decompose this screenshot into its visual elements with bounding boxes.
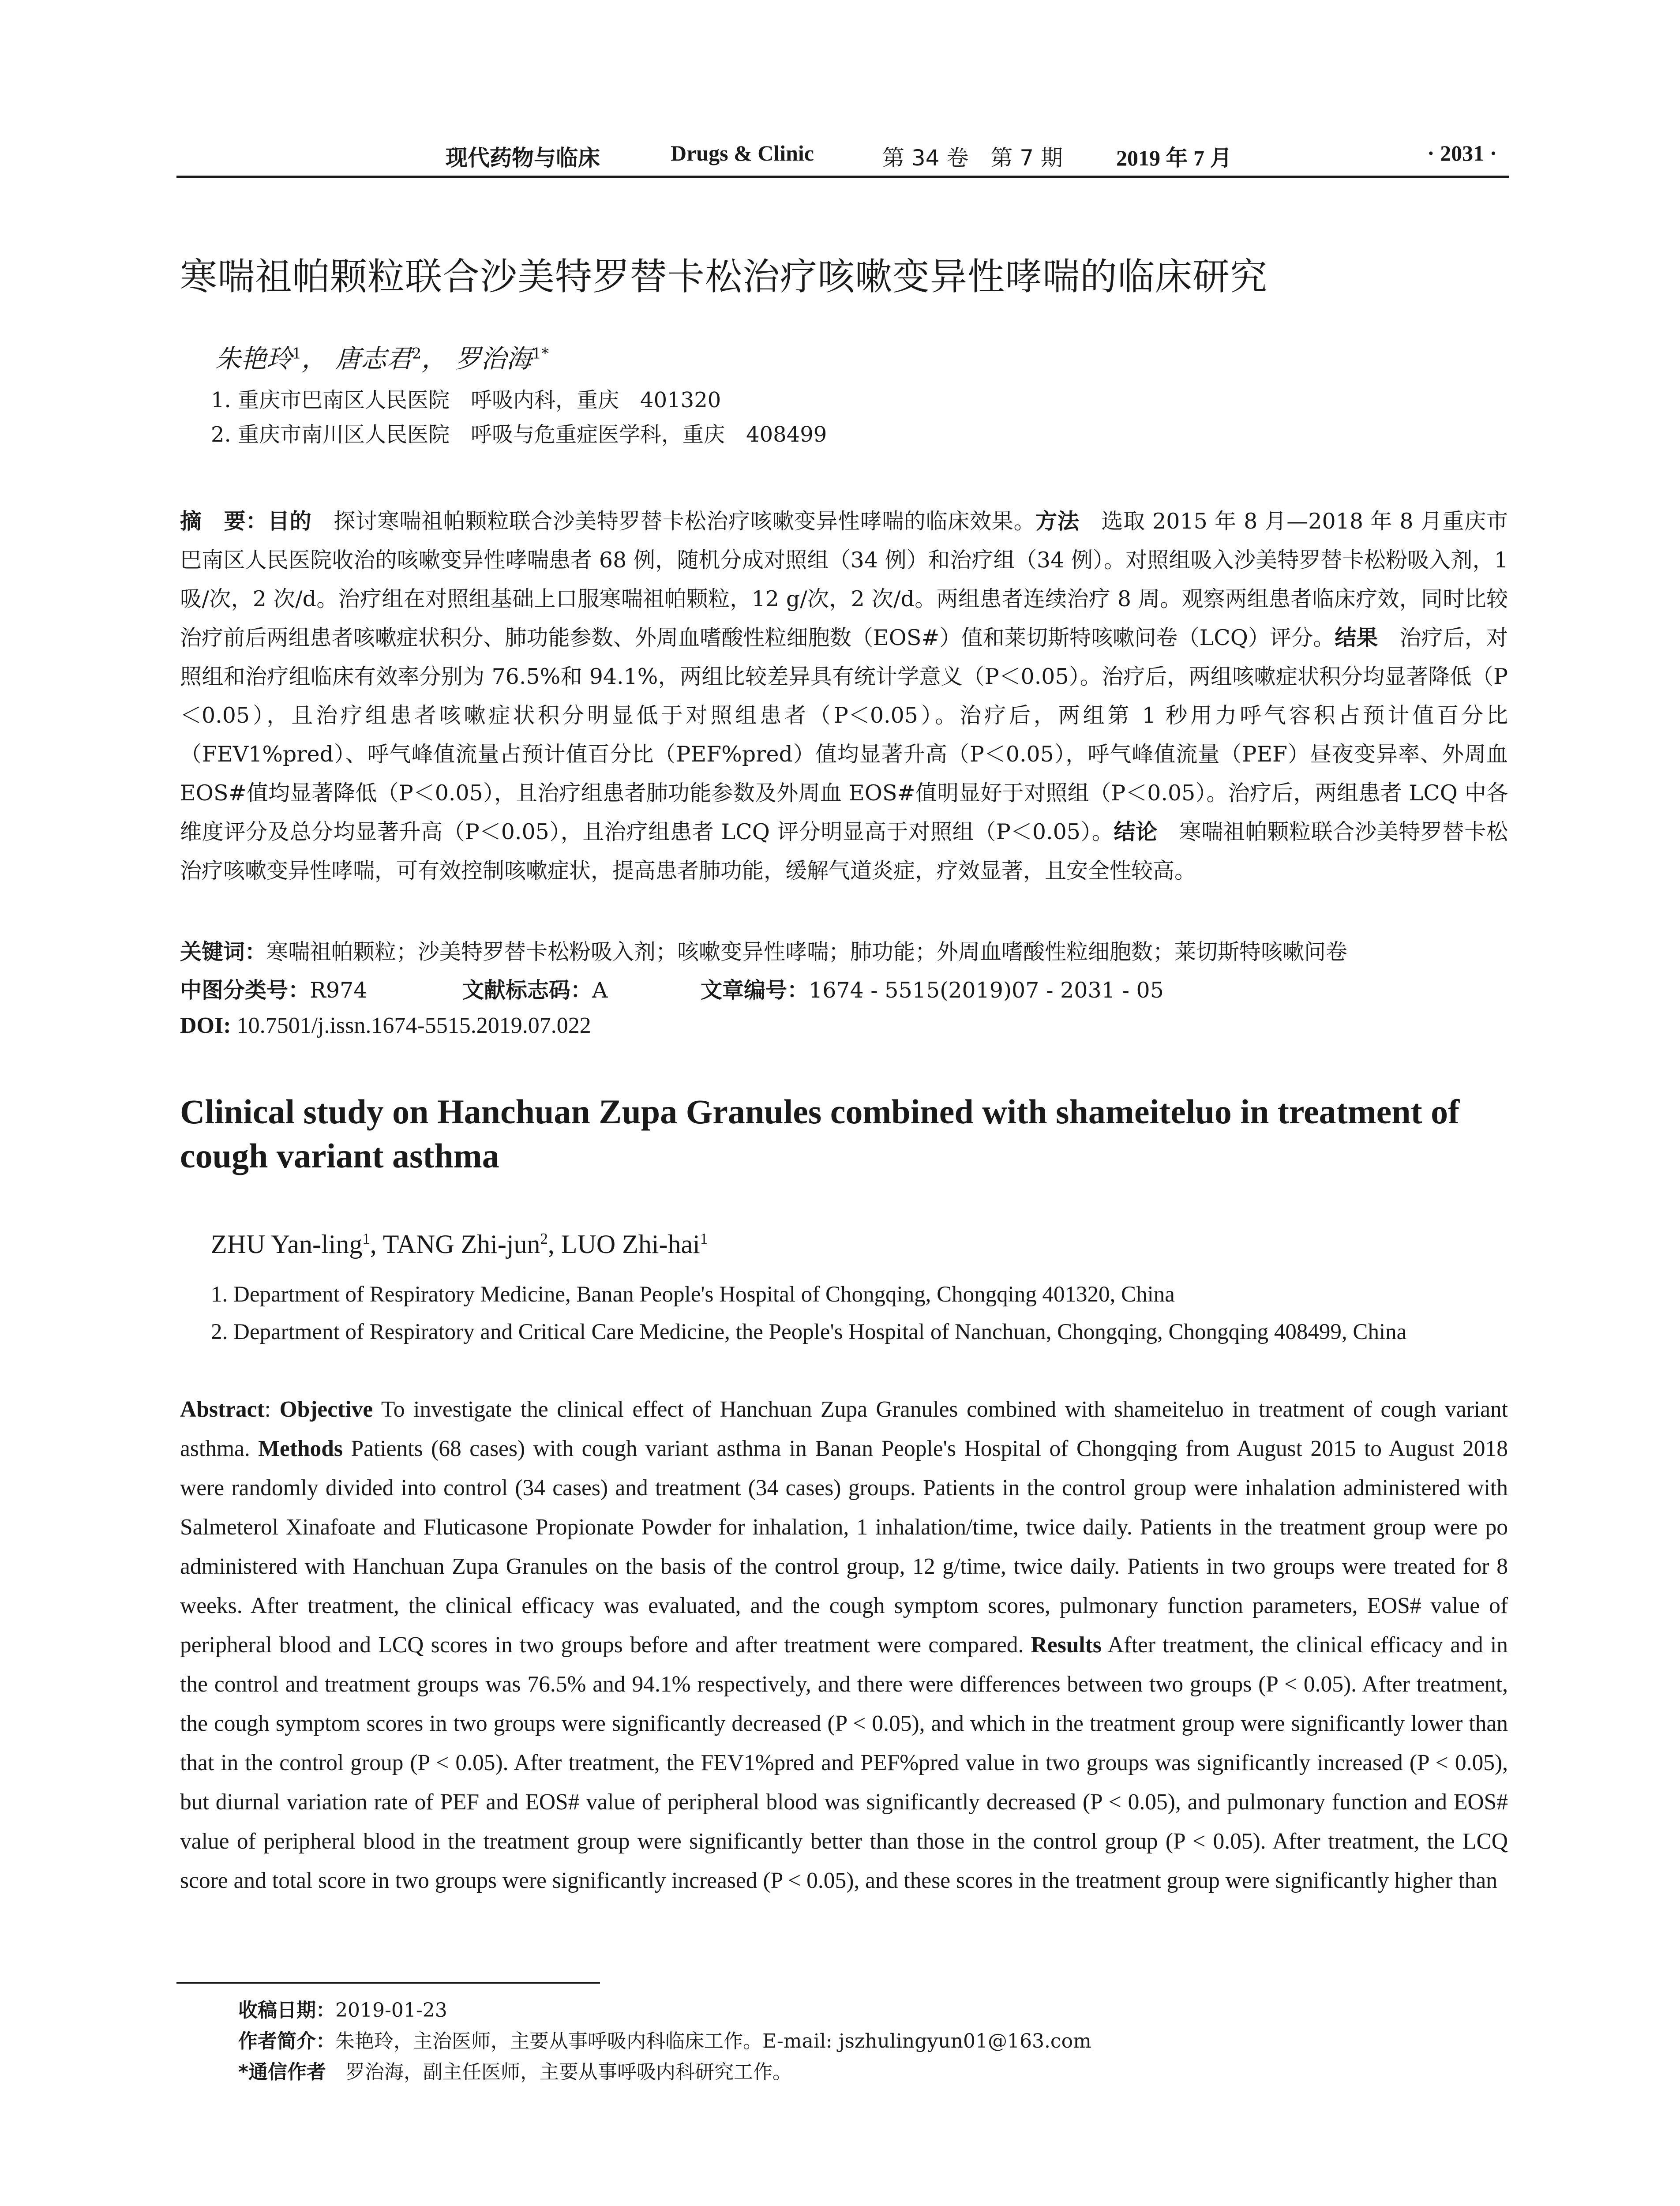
- clc-value: R974: [310, 978, 368, 1003]
- doc-code-value: A: [592, 978, 608, 1003]
- footnote-corresponding: [238, 2056, 792, 2084]
- header-rule: [176, 176, 1509, 178]
- footnote-rule: [176, 1982, 600, 1984]
- author-mark: 1: [700, 1230, 708, 1247]
- author-mark: 1: [292, 345, 302, 362]
- journal-name-en: Drugs & Clinic: [671, 141, 814, 165]
- clc-label: 中图分类号：: [180, 978, 310, 1003]
- methods-label: 方法: [1035, 509, 1080, 534]
- page-number: · 2031 ·: [1427, 141, 1497, 165]
- abstract-label: 摘 要：: [180, 509, 268, 534]
- objective-text: 探讨寒喘祖帕颗粒联合沙美特罗替卡松治疗咳嗽变异性哮喘的临床效果。: [311, 509, 1036, 534]
- author-mark: 2: [412, 345, 422, 362]
- doi-link[interactable]: 10.7501/j.issn.1674-5515.2019.07.022: [231, 1013, 591, 1038]
- doi-label: DOI:: [180, 1013, 231, 1038]
- keywords-cn: [180, 934, 1508, 970]
- received-date: 2019-01-23: [335, 1999, 447, 2022]
- author-name: 朱艳玲: [215, 344, 292, 374]
- footnote-received: [238, 1994, 447, 2022]
- title-en: Clinical study on Hanchuan Zupa Granules combined with shameiteluo in treatment of cough variant asthma: [180, 1092, 1460, 1175]
- authors-en: ZHU Yan-ling$^1$, TANG Zhi-jun$^2$, LUO Zhi-hai$^1$: [211, 1230, 708, 1259]
- affiliation-en-2: 2. Department of Respiratory and Critical Care Medicine, the People's Hospital of Nanchuan, Chongqing, Chongqing 408499, China: [211, 1320, 1407, 1344]
- results-label: Results: [1031, 1632, 1102, 1658]
- title-cn: 寒喘祖帕颗粒联合沙美特罗替卡松治疗咳嗽变异性哮喘的临床研究: [180, 255, 1268, 298]
- objective-text: To investigate the clinical effect of Hanchuan Zupa Granules combined with shameiteluo in treatment of cough variant asthma.: [180, 1397, 1508, 1461]
- corr-label: *通信作者: [238, 2061, 326, 2083]
- abstract-en: Abstract: Objective To investigate the clinical effect of Hanchuan Zupa Granules combined with shameiteluo in treatment of cough variant asthma. Methods Patients (68 cases) with cough variant asthma in Banan People's Hospital of Chongqing from August 2015 to August 2018 were randomly divided into control (34 cases) and treatment (34 cases) groups. Patients in the control group were inhalation administered with Salmeterol Xinafoate and Fluticasone Propionate Powder for inhalation, 1 inhalation/time, twice daily. Patients in the treatment group were po administered with Hanchuan Zupa Granules on the basis of the control group, 12 g/time, twice daily. Patients in two groups were treated for 8 weeks. After treatment, the clinical efficacy was evaluated, and the cough symptom scores, pulmonary function parameters, EOS# value of peripheral blood and LCQ scores in two groups before and after treatment were compared. Results After treatment, the clinical efficacy and in the control and treatment groups was 76.5% and 94.1% respectively, and there were differences between two groups (P < 0.05). After treatment, the cough symptom scores in two groups were significantly decreased (P < 0.05), and which in the treatment group were significantly lower than that in the control group (P < 0.05). After treatment, the FEV1%pred and PEF%pred value in two groups was significantly increased (P < 0.05), but diurnal variation rate of PEF and EOS# value of peripheral blood was significantly decreased (P < 0.05), and pulmonary function and EOS# value of peripheral blood in the treatment group were significantly better than those in the control group (P < 0.05). After treatment, the LCQ score and total score in two groups were significantly increased (P < 0.05), and these scores in the treatment group were significantly higher than: [180, 1397, 1508, 1893]
- article-no-value: 1674 - 5515(2019)07 - 2031 - 05: [809, 978, 1164, 1003]
- article-no-label: 文章编号：: [701, 978, 809, 1003]
- abstract-cn: [180, 502, 1508, 890]
- author-mark: 2: [540, 1230, 548, 1247]
- bio-text: 朱艳玲，主治医师，主要从事呼吸内科临床工作。E-mail: jszhulingyun01@163.com: [335, 2030, 1091, 2052]
- doi: [180, 1013, 591, 1039]
- results-text: After treatment, the clinical efficacy and in the control and treatment groups was 76.5% and 94.1% respectively, and there were differences between two groups (P < 0.05). After treatment, the cough symptom scores in two groups were significantly decreased (P < 0.05), and which in the treatment group were significantly lower than that in the control group (P < 0.05). After treatment, the FEV1%pred and PEF%pred value in two groups was significantly increased (P < 0.05), but diurnal variation rate of PEF and EOS# value of peripheral blood was significantly decreased (P < 0.05), and pulmonary function and EOS# value of peripheral blood in the treatment group were significantly better than those in the control group (P < 0.05). After treatment, the LCQ score and total score in two groups were significantly increased (P < 0.05), and these scores in the treatment group were significantly higher than: [180, 1632, 1508, 1893]
- author-name: 罗治海: [455, 344, 532, 374]
- author-name: LUO Zhi-hai: [561, 1230, 700, 1259]
- author-name: 唐志君: [335, 344, 412, 374]
- journal-name-cn: 现代药物与临床: [446, 145, 600, 171]
- author-name: ZHU Yan-ling: [211, 1230, 363, 1259]
- corr-text: 罗治海，副主任医师，主要从事呼吸内科研究工作。: [326, 2061, 792, 2083]
- author-name: TANG Zhi-jun: [382, 1230, 540, 1259]
- objective-label: Objective: [279, 1397, 373, 1422]
- authors-cn: 朱艳玲$^1$， 唐志君$^2$， 罗治海$^{1*}$: [215, 344, 549, 374]
- affiliation-cn-2: 2. 重庆市南川区人民医院 呼吸与危重症医学科，重庆 408499: [211, 422, 827, 447]
- methods-text: 选取 2015 年 8 月—2018 年 8 月重庆市巴南区人民医院收治的咳嗽变异性哮喘患者 68 例，随机分成对照组（34 例）和治疗组（34 例）。对照组吸入沙美特罗替卡松粉吸入剂，1 吸/次，2 次/d。治疗组在对照组基础上口服寒喘祖帕颗粒，12 g/次，2 次/d。两组患者连续治疗 8 周。观察两组患者临床疗效，同时比较治疗前后两组患者咳嗽症状积分、肺功能参数、外周血嗜酸性粒细胞数（EOS#）值和莱切斯特咳嗽问卷（LCQ）评分。: [180, 509, 1508, 650]
- abstract-label: Abstract: [180, 1397, 265, 1422]
- results-text: 治疗后，对照组和治疗组临床有效率分别为 76.5%和 94.1%，两组比较差异具有统计学意义（P＜0.05）。治疗后，两组咳嗽症状积分均显著降低（P＜0.05），且治疗组患者咳嗽症状积分明显低于对照组患者（P＜0.05）。治疗后，两组第 1 秒用力呼气容积占预计值百分比（FEV1%pred）、呼气峰值流量占预计值百分比（PEF%pred）值均显著升高（P＜0.05），呼气峰值流量（PEF）昼夜变异率、外周血 EOS#值均显著降低（P＜0.05），且治疗组患者肺功能参数及外周血 EOS#值明显好于对照组（P＜0.05）。治疗后，两组患者 LCQ 中各维度评分及总分均显著升高（P＜0.05），且治疗组患者 LCQ 评分明显高于对照组（P＜0.05）。: [180, 625, 1508, 844]
- doc-code-label: 文献标志码：: [462, 978, 592, 1003]
- conclusion-label: 结论: [1114, 819, 1158, 844]
- issue-date: 2019 年 7 月: [1116, 146, 1232, 170]
- results-label: 结果: [1335, 625, 1378, 650]
- methods-label: Methods: [258, 1436, 343, 1461]
- conclusion-text: 寒喘祖帕颗粒联合沙美特罗替卡松治疗咳嗽变异性哮喘，可有效控制咳嗽症状，提高患者肺功能，缓解气道炎症，疗效显著，且安全性较高。: [180, 819, 1508, 883]
- affiliation-cn-1: 1. 重庆市巴南区人民医院 呼吸内科，重庆 401320: [211, 388, 721, 413]
- bio-label: 作者简介：: [238, 2030, 335, 2052]
- keywords-text: 寒喘祖帕颗粒；沙美特罗替卡松粉吸入剂；咳嗽变异性哮喘；肺功能；外周血嗜酸性粒细胞数；莱切斯特咳嗽问卷: [266, 939, 1348, 964]
- affiliation-en-1: 1. Department of Respiratory Medicine, Banan People's Hospital of Chongqing, Chongqing 401320, China: [211, 1282, 1175, 1307]
- running-header: [176, 140, 1509, 171]
- volume-issue: 第 34 卷 第 7 期: [882, 145, 1063, 171]
- author-mark: 1: [362, 1230, 370, 1247]
- footnote-author-bio: [238, 2025, 1091, 2053]
- methods-text: Patients (68 cases) with cough variant asthma in Banan People's Hospital of Chongqing from August 2015 to August 2018 were randomly divided into control (34 cases) and treatment (34 cases) groups. Patients in the control group were inhalation administered with Salmeterol Xinafoate and Fluticasone Propionate Powder for inhalation, 1 inhalation/time, twice daily. Patients in the treatment group were po administered with Hanchuan Zupa Granules on the basis of the control group, 12 g/time, twice daily. Patients in two groups were treated for 8 weeks. After treatment, the clinical efficacy was evaluated, and the cough symptom scores, pulmonary function parameters, EOS# value of peripheral blood and LCQ scores in two groups before and after treatment were compared.: [180, 1436, 1508, 1658]
- keywords-label: 关键词：: [180, 939, 267, 964]
- objective-label: 目的: [267, 509, 312, 534]
- received-label: 收稿日期：: [238, 1999, 335, 2022]
- author-mark: 1*: [532, 345, 549, 362]
